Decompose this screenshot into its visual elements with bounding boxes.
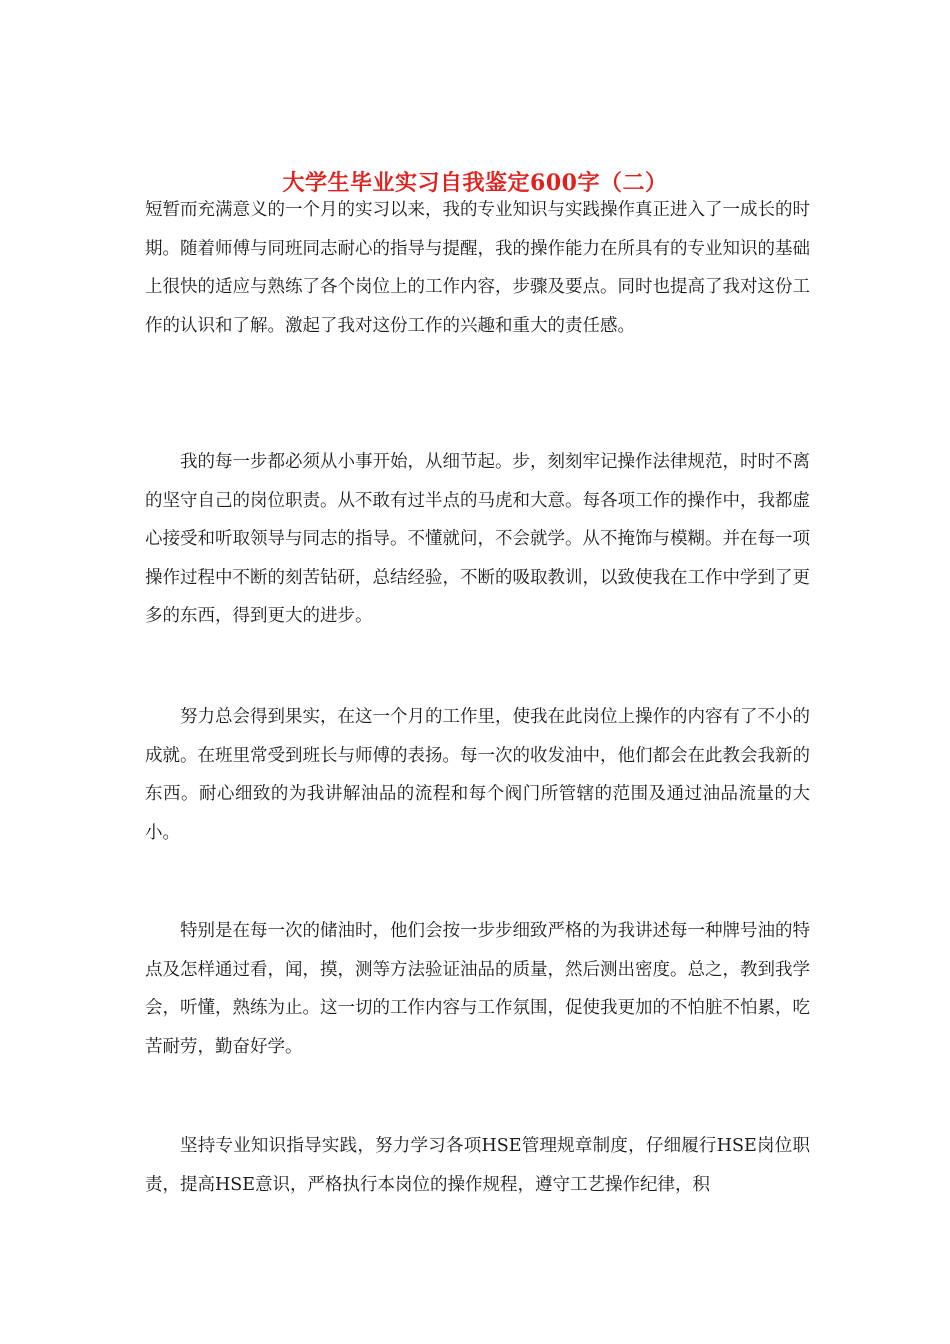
document-title: 大学生毕业实习自我鉴定600字（二） [282,169,668,196]
paragraph-3: 努力总会得到果实，在这一个月的工作里，使我在此岗位上操作的内容有了不小的成就。在班里常受到班长与师傅的表扬。每一次的收发油中，他们都会在此教会我新的东西。耐心细致的为我讲解油品的流程和每个阀门所管辖的范围及通过油品流量的大小。 [145,707,810,843]
paragraph-4: 特别是在每一次的储油时，他们会按一步步细致严格的为我讲述每一种牌号油的特点及怎样通过看，闻，摸，测等方法验证油品的质量，然后测出密度。总之，教到我学会，听懂，熟练为止。这一切的工作内容与工作氛围，促使我更加的不怕脏不怕累，吃苦耐劳，勤奋好学。 [145,921,810,1057]
paragraph-1: 短暂而充满意义的一个月的实习以来，我的专业知识与实践操作真正进入了一成长的时期。随着师傅与同班同志耐心的指导与提醒，我的操作能力在所具有的专业知识的基础上很快的适应与熟练了各个岗位上的工作内容，步骤及要点。同时也提高了我对这份工作的认识和了解。激起了我对这份工作的兴趣和重大的责任感。 [145,200,810,336]
paragraph-5: 坚持专业知识指导实践，努力学习各项HSE管理规章制度，仔细履行HSE岗位职责，提高HSE意识，严格执行本岗位的操作规程，遵守工艺操作纪律，积 [145,1136,810,1195]
paragraph-2: 我的每一步都必须从小事开始，从细节起。步，刻刻牢记操作法律规范，时时不离的坚守自己的岗位职责。从不敢有过半点的马虎和大意。每各项工作的操作中，我都虚心接受和听取领导与同志的指导。不懂就问，不会就学。从不掩饰与模糊。并在每一项操作过程中不断的刻苦钻研，总结经验，不断的吸取教训，以致使我在工作中学到了更多的东西，得到更大的进步。 [145,452,810,626]
